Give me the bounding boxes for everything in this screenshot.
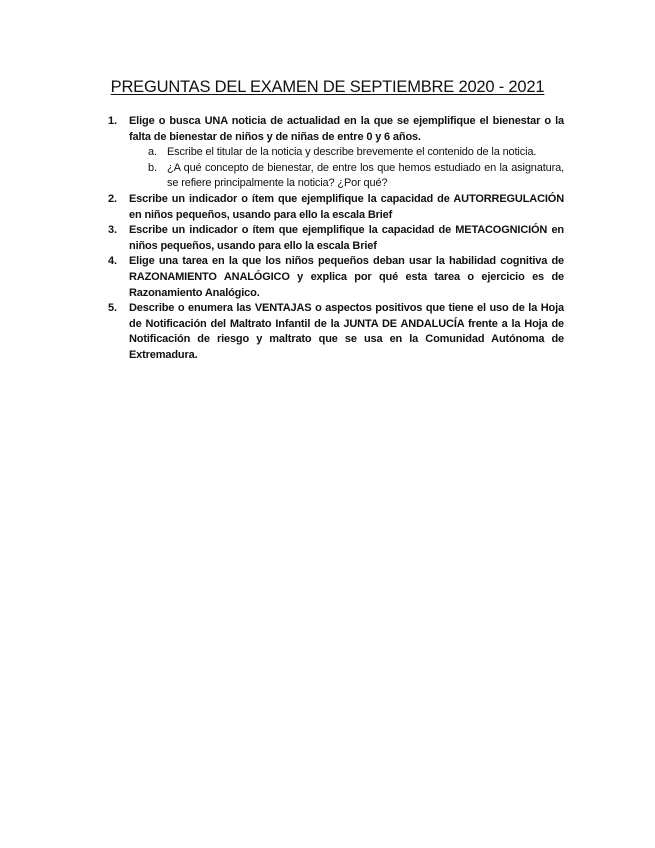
subquestion-item-b bbox=[148, 161, 564, 192]
subquestion-letter: b. bbox=[148, 161, 157, 174]
question-text: Escribe un indicador o ítem que ejemplifique la capacidad de METACOGNICIÓN en niños pequeños, usando para ello la escala Brief bbox=[129, 224, 564, 252]
question-number: 2. bbox=[108, 192, 117, 205]
subquestion-letter: a. bbox=[148, 146, 157, 159]
subquestion-text: Escribe el titular de la noticia y describe brevemente el contenido de la noticia. bbox=[167, 146, 537, 159]
document-title: PREGUNTAS DEL EXAMEN DE SEPTIEMBRE 2020 - 2021 bbox=[110, 78, 545, 96]
subquestion-item-a bbox=[148, 145, 564, 161]
question-item-5 bbox=[108, 301, 564, 363]
question-list bbox=[108, 114, 564, 364]
question-number: 4. bbox=[108, 255, 117, 268]
subquestion-list bbox=[108, 145, 564, 192]
question-item-1 bbox=[108, 114, 564, 192]
question-number: 5. bbox=[108, 302, 117, 315]
question-number: 1. bbox=[108, 115, 117, 127]
question-number: 3. bbox=[108, 224, 117, 237]
question-item-3 bbox=[108, 223, 564, 254]
question-text: Elige una tarea en la que los niños pequeños deban usar la habilidad cognitiva de RAZONAMIENTO ANALÓGICO y explica por qué esta tarea o ejercicio es de Razonamiento Analógico. bbox=[129, 255, 564, 299]
question-text: Elige o busca UNA noticia de actualidad en la que se ejemplifique el bienestar o la falta de bienestar de niños y de niñas de entre 0 y 6 años. bbox=[129, 115, 564, 143]
subquestion-text: ¿A qué concepto de bienestar, de entre los que hemos estudiado en la asignatura, se refiere principalmente la noticia? ¿Por qué? bbox=[167, 161, 564, 190]
question-text: Escribe un indicador o ítem que ejemplifique la capacidad de AUTORREGULACIÓN en niños pequeños, usando para ello la escala Brief bbox=[129, 192, 564, 221]
question-item-4 bbox=[108, 254, 564, 301]
question-item-2 bbox=[108, 192, 564, 223]
question-text: Describe o enumera las VENTAJAS o aspectos positivos que tiene el uso de la Hoja de Notificación del Maltrato Infantil de la JUNTA DE ANDALUCÍA frente a la Hoja de Notificación de riesgo y maltrato que se usa en la Comunidad Autónoma de Extremadura. bbox=[129, 302, 564, 361]
